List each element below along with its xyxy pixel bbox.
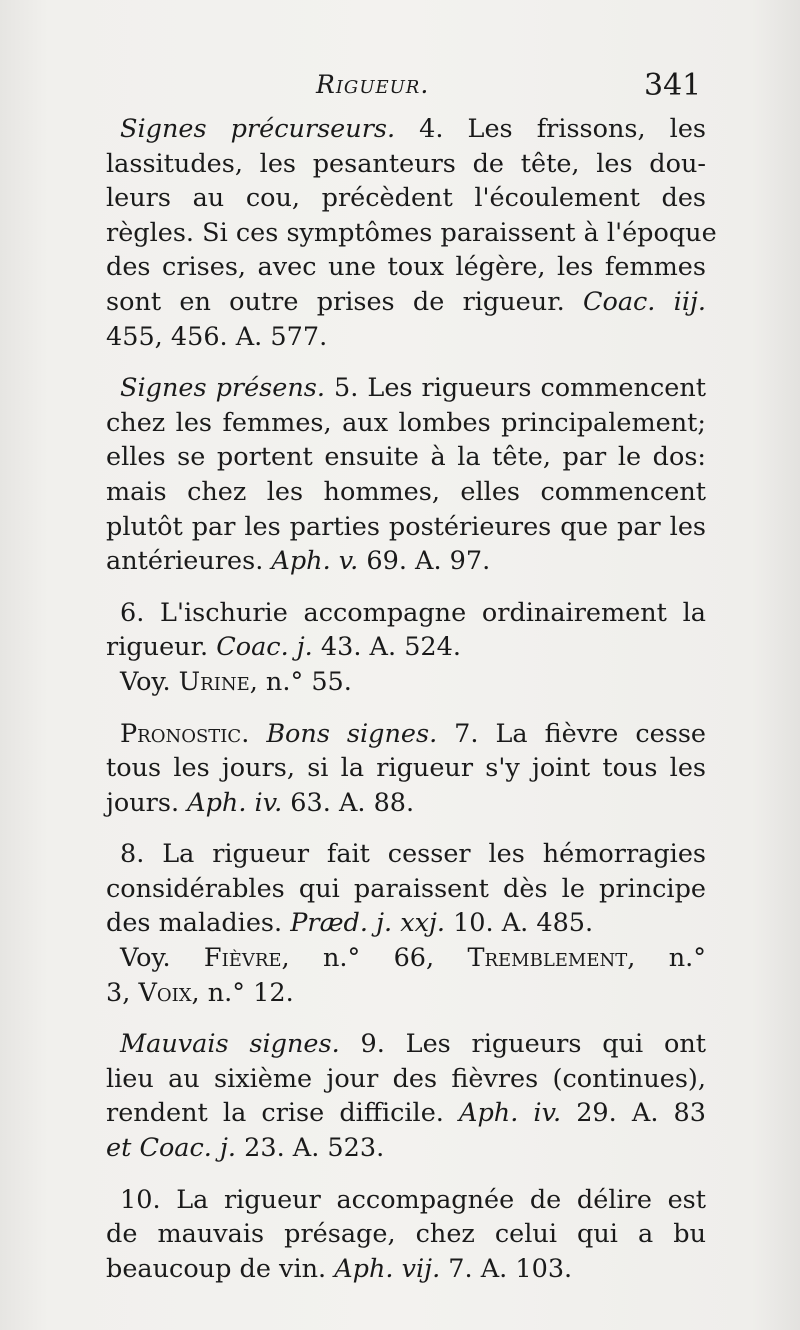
page-number: 341 [644, 68, 702, 103]
text-line: mais chez les hommes, elles commencent [106, 476, 706, 507]
text-line: lassitudes, les pesanteurs de tête, les dou- [106, 148, 706, 179]
paragraph-7 [106, 717, 706, 821]
text-line: Signes présens. 5. Les rigueurs commencent [120, 373, 706, 404]
text-line: rigueur. Coac. j. 43. A. 524. [106, 632, 461, 663]
running-title: Rigueur. [316, 70, 430, 99]
page-body [106, 112, 717, 1286]
text-line: règles. Si ces symptômes paraissent à l'époque [106, 217, 717, 248]
text-line: rendent la crise difficile. Aph. iv. 29. A. 83 [106, 1098, 706, 1129]
text-line: 455, 456. A. 577. [106, 321, 328, 352]
text-line: 8. La rigueur fait cesser les hémorragies [120, 839, 706, 870]
paragraph-8 [106, 837, 706, 1010]
text-line: de mauvais présage, chez celui qui a bu [106, 1219, 706, 1250]
paragraph-10 [106, 1183, 706, 1287]
text-line: 6. L'ischurie accompagne ordinairement la [120, 597, 706, 628]
text-line: sont en outre prises de rigueur. Coac. iij. [106, 286, 706, 317]
text-line: des maladies. Præd. j. xxj. 10. A. 485. [106, 908, 594, 939]
text-line: lieu au sixième jour des fièvres (continues), [106, 1063, 706, 1094]
text-line: chez les femmes, aux lombes principalement; [106, 407, 706, 438]
text-line: tous les jours, si la rigueur s'y joint tous les [106, 753, 706, 784]
cross-reference: 3, Voix, n.° 12. [106, 977, 294, 1008]
text-line: et Coac. j. 23. A. 523. [106, 1133, 385, 1164]
page-header [0, 70, 800, 110]
text-line: elles se portent ensuite à la tête, par le dos: [106, 442, 706, 473]
text-line: des crises, avec une toux légère, les femmes [106, 252, 706, 283]
cross-reference: Voy. Fièvre, n.° 66, Tremblement, n.° [120, 943, 706, 974]
text-line: plutôt par les parties postérieures que par les [106, 511, 706, 542]
paragraph-9 [106, 1027, 706, 1165]
paragraph-6 [106, 596, 706, 700]
text-line: beaucoup de vin. Aph. vij. 7. A. 103. [106, 1253, 573, 1284]
text-line: Pronostic. Bons signes. 7. La fièvre cesse [120, 718, 707, 749]
text-line: considérables qui paraissent dès le principe [106, 873, 706, 904]
text-line: jours. Aph. iv. 63. A. 88. [106, 787, 415, 818]
paragraph-4 [106, 112, 717, 354]
cross-reference: Voy. Urine, n.° 55. [120, 666, 352, 697]
text-line: antérieures. Aph. v. 69. A. 97. [106, 546, 491, 577]
text-line: Mauvais signes. 9. Les rigueurs qui ont [120, 1029, 706, 1060]
text-line: 10. La rigueur accompagnée de délire est [120, 1184, 706, 1215]
paragraph-5 [106, 371, 706, 579]
text-line: Signes précurseurs. 4. Les frissons, les [120, 114, 706, 144]
text-line: leurs au cou, précèdent l'écoulement des [106, 183, 706, 214]
